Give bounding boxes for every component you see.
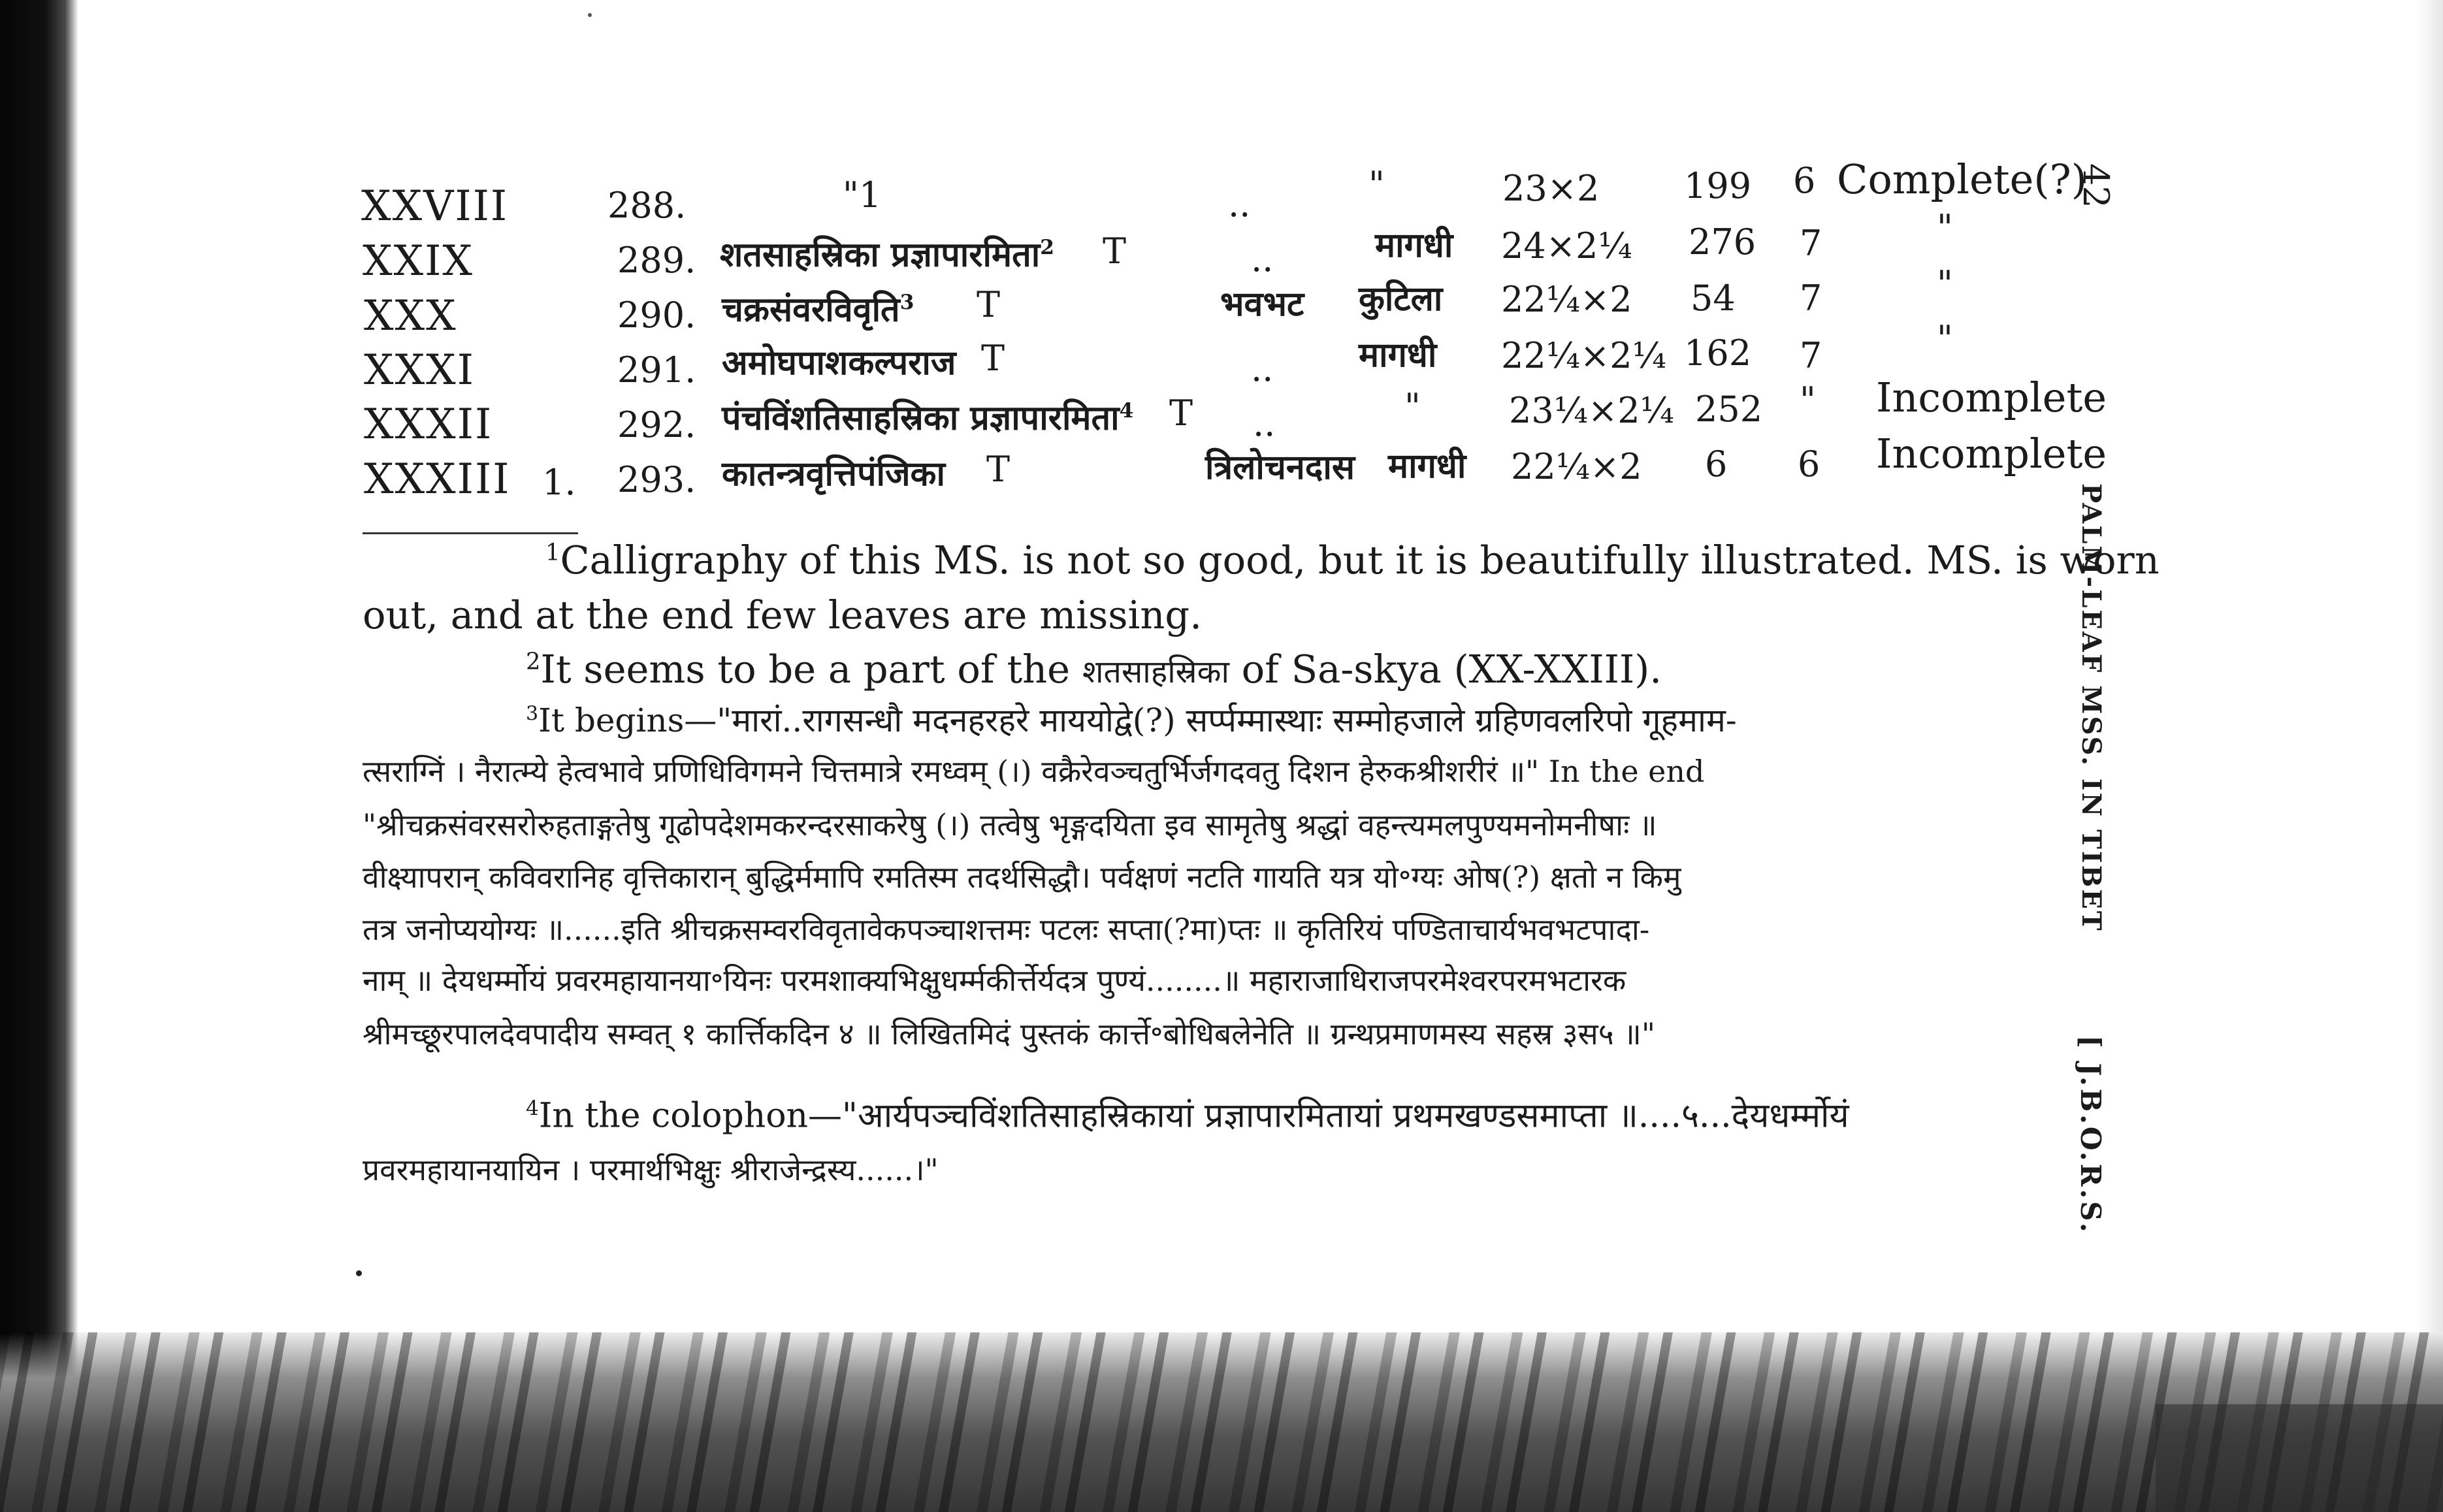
row-lines: 6 — [1798, 443, 1820, 485]
row-title: अमोघपाशकल्पराज — [722, 343, 956, 383]
row-number: 288. — [607, 185, 687, 226]
footnote-1-line-1: $^1$Calligraphy of this MS. is not so good, but it is beautifully illustrated. MS. is worn — [545, 538, 2160, 583]
row-author: .. — [1253, 403, 1276, 444]
speck — [356, 1270, 362, 1276]
row-t-mark: T — [1169, 393, 1193, 434]
row-roman-numeral: XXIX — [363, 237, 474, 285]
row-title: शतसाहस्रिका प्रज्ञापारमिता$^2$ — [720, 234, 1054, 275]
row-size: 22¼×2 — [1501, 279, 1632, 320]
row-status: " — [1937, 318, 1953, 359]
row-size: 22¼×2 — [1511, 446, 1642, 487]
footnote-1-line-2: out, and at the end few leaves are missing. — [363, 592, 1202, 637]
running-head: PALM-LEAF MSS. IN TIBET — [2076, 483, 2107, 933]
footnote-3-line-1: $^3$It begins—"मारां..रागसन्धौ मदनहरहरे माययोद्वे(?) सर्प्पम्मास्थाः सम्मोहजाले ग्रहिणवलरिपो गूहमाम- — [526, 701, 1737, 739]
row-script: " — [1404, 386, 1421, 427]
speck — [588, 13, 592, 17]
row-roman-numeral: XXXII — [364, 400, 493, 449]
scan-bottom-shadow — [0, 1332, 2443, 1512]
row-number: 291. — [617, 349, 696, 391]
row-title: चक्रसंवरविवृति$^3$ — [722, 289, 914, 330]
row-subnumber: 1. — [542, 462, 576, 503]
row-t-mark: T — [986, 449, 1011, 490]
row-status: " — [1937, 263, 1953, 304]
row-leaves: 252 — [1695, 389, 1763, 430]
row-number: 293. — [617, 459, 696, 500]
journal-reference: [ J.B.O.R.S. — [2075, 1035, 2107, 1235]
row-script: मागधी — [1359, 335, 1437, 375]
row-roman-numeral: XXX — [364, 292, 457, 340]
row-size: 23¼×2¼ — [1509, 390, 1674, 431]
footnote-3-line-4: वीक्ष्यापरान् कविवरानिह वृत्तिकारान् बुद्धिर्ममापि रमतिस्म तदर्थसिद्धौ। पर्वक्षणं नटति गायति यत्र यो॰ग्यः ओष(?) क्षतो न किमु — [363, 860, 1681, 895]
row-lines: 7 — [1800, 335, 1822, 376]
scan-corner-shadow — [2156, 1404, 2443, 1512]
row-status: " — [1937, 207, 1953, 248]
row-roman-numeral: XXXIII — [364, 455, 511, 504]
row-title: "1 — [843, 174, 882, 216]
row-lines: 7 — [1800, 278, 1822, 319]
footnote-3-line-2: त्सराग्निं । नैरात्म्ये हेत्वभावे प्रणिधिविगमने चित्तमात्रे रमध्वम् (।) वक्रैरेवञ्चतुर्भिर्जगदवतु दिशन हेरुकश्रीशरीरं ॥" In the end — [363, 754, 1705, 789]
row-number: 289. — [617, 240, 696, 281]
row-status: Complete(?) — [1837, 155, 2087, 203]
row-author: त्रिलोचनदास — [1205, 447, 1355, 487]
row-leaves: 199 — [1684, 165, 1752, 206]
row-lines: 7 — [1800, 223, 1822, 264]
page-number: 42 — [2075, 163, 2116, 208]
row-lines: 6 — [1793, 160, 1816, 201]
row-title: पंचविंशतिसाहस्रिका प्रज्ञापारमिता$^4$ — [722, 398, 1134, 438]
row-status: Incomplete — [1876, 430, 2107, 477]
footnote-2: $^2$It seems to be a part of the शतसाहस्रिका of Sa-skya (XX-XXIII). — [526, 647, 1662, 692]
row-size: 22¼×2¼ — [1501, 335, 1666, 376]
row-t-mark: T — [1103, 231, 1127, 272]
footnote-3-line-6: नाम् ॥ देयधर्म्मोयं प्रवरमहायानया॰यिनः परमशाक्यभिक्षुधर्म्मकीर्त्तेर्यदत्र पुण्यं........॥ महाराजाधिराजपरमेश्वरपरमभटारक — [363, 963, 1626, 998]
row-script: मागधी — [1375, 225, 1453, 265]
row-roman-numeral: XXXI — [364, 346, 475, 394]
row-leaves: 162 — [1684, 332, 1752, 374]
row-author: .. — [1228, 184, 1251, 225]
row-author: .. — [1251, 348, 1274, 389]
row-t-mark: T — [981, 338, 1005, 379]
row-status: Incomplete — [1876, 374, 2107, 421]
row-roman-numeral: XXVIII — [361, 182, 509, 231]
row-leaves: 6 — [1705, 443, 1728, 485]
row-leaves: 54 — [1691, 278, 1736, 319]
row-size: 24×2¼ — [1501, 225, 1632, 266]
row-script: मागधी — [1388, 446, 1466, 486]
footnote-4-line-1: $^4$In the colophon—"आर्यपञ्चविंशतिसाहस्रिकायां प्रज्ञापारमितायां प्रथमखण्डसमाप्ता ॥....५...देयधर्म्मोयं — [526, 1096, 1849, 1136]
footnote-rule — [363, 532, 578, 534]
footnote-4-line-2: प्रवरमहायानयायिन । परमार्थभिक्षुः श्रीराजेन्द्रस्य......।" — [363, 1152, 939, 1187]
book-spine-shadow — [0, 0, 78, 1512]
row-size: 23×2 — [1502, 168, 1600, 209]
row-t-mark: T — [977, 284, 1001, 325]
footnote-3-line-5: तत्र जनोप्ययोग्यः ॥......इति श्रीचक्रसम्वरविवृतावेकपञ्चाशत्तमः पटलः सप्ता(?मा)प्तः ॥ कृतिरियं पण्डिताचार्यभवभटपादा- — [363, 912, 1650, 947]
page-edge — [2417, 0, 2443, 1332]
row-number: 290. — [617, 295, 696, 336]
row-author: भवभट — [1220, 284, 1304, 324]
footnote-3-line-3: "श्रीचक्रसंवरसरोरुहताङ्गतेषु गूढोपदेशमकरन्दरसाकरेषु (।) तत्वेषु भृङ्गदयिता इव सामृतेषु श्रद्धां वहन्त्यमलपुण्यमनोमनीषाः ॥ — [363, 807, 1657, 843]
footnote-3-line-7: श्रीमच्छूरपालदेवपादीय सम्वत् १ कार्त्तिकदिन ४ ॥ लिखितमिदं पुस्तकं कार्त्ते॰बोधिबलेनेति ॥ ग्रन्थप्रमाणमस्य सहस्र ३स५ ॥" — [363, 1016, 1655, 1052]
row-leaves: 276 — [1689, 221, 1756, 263]
row-script: कुटिला — [1359, 279, 1443, 319]
row-lines: " — [1800, 379, 1816, 421]
row-author: .. — [1251, 238, 1274, 280]
row-title: कातन्त्रवृत्तिपंजिका — [722, 454, 945, 494]
row-script: " — [1368, 164, 1385, 205]
row-number: 292. — [617, 404, 696, 445]
